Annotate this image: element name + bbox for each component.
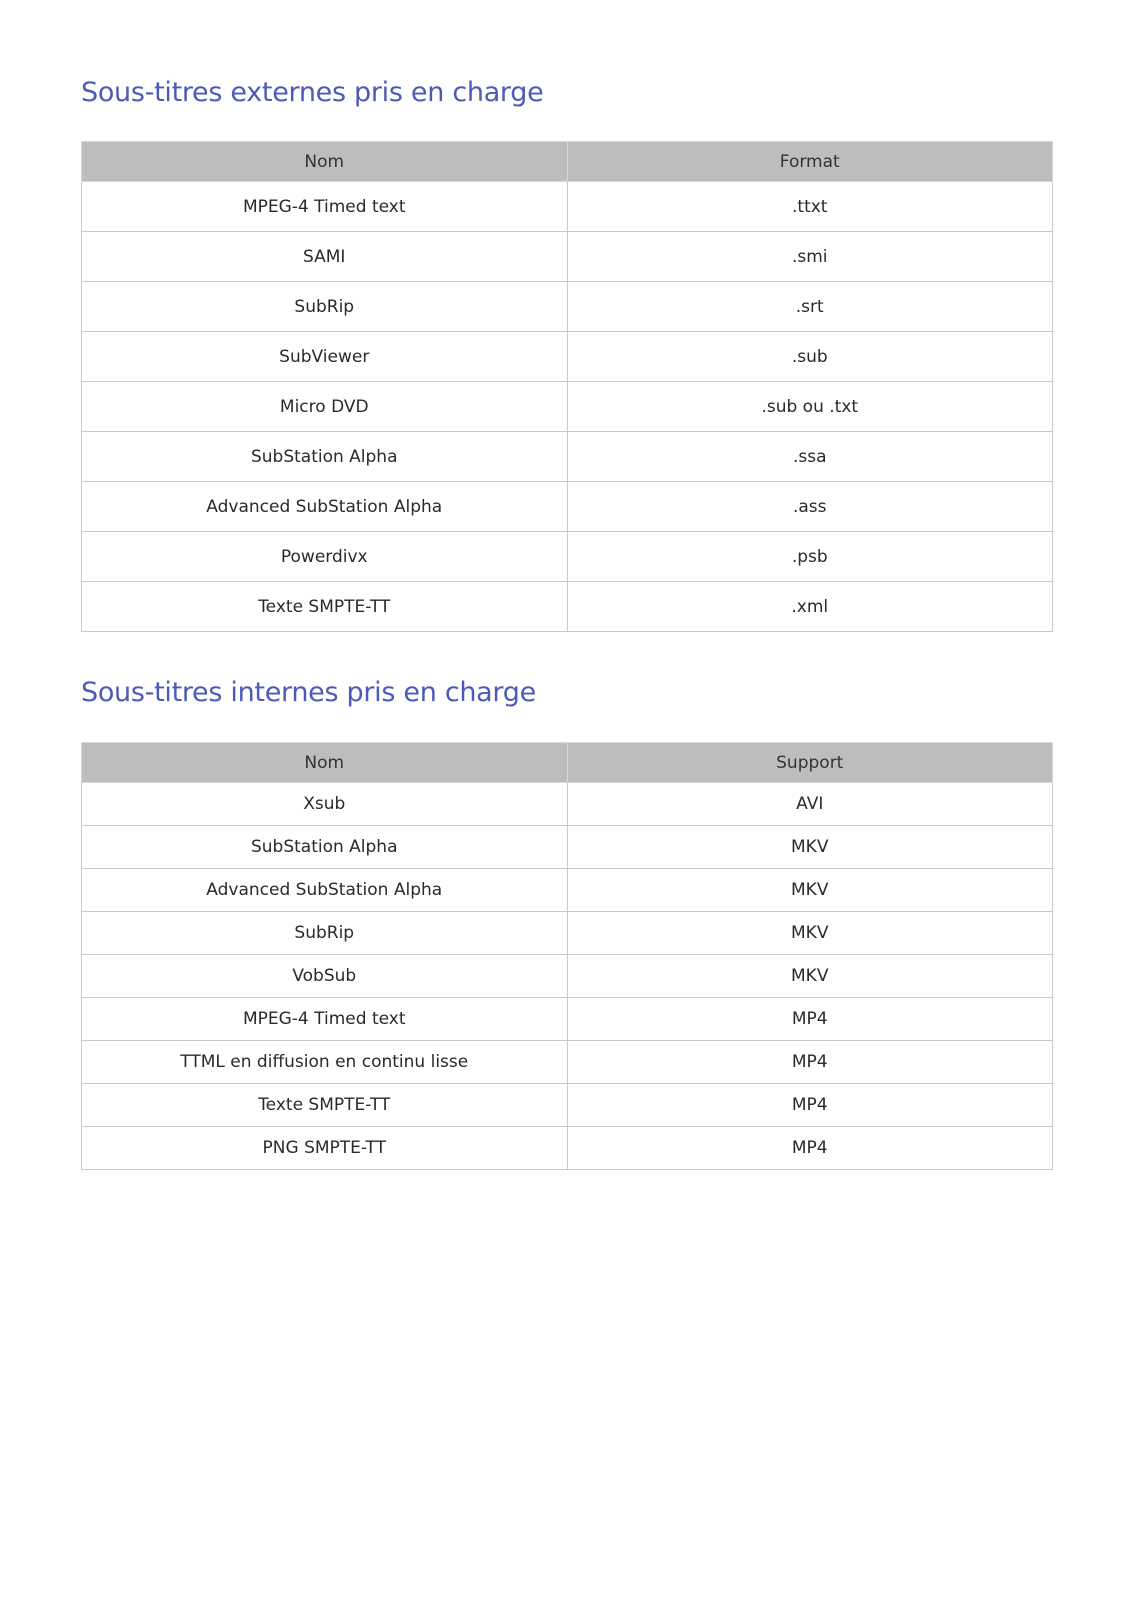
cell-name: SubViewer bbox=[82, 332, 568, 382]
table-row bbox=[82, 432, 1053, 482]
section-title-internal-subtitles: Sous-titres internes pris en charge bbox=[81, 677, 536, 708]
cell-value: MKV bbox=[567, 912, 1053, 955]
table-row bbox=[82, 382, 1053, 432]
cell-name: Powerdivx bbox=[82, 532, 568, 582]
cell-name: SAMI bbox=[82, 232, 568, 282]
cell-name: MPEG-4 Timed text bbox=[82, 182, 568, 232]
cell-value: AVI bbox=[567, 783, 1053, 826]
cell-name: TTML en diffusion en continu lisse bbox=[82, 1041, 568, 1084]
table-row bbox=[82, 1127, 1053, 1170]
table-row bbox=[82, 232, 1053, 282]
table-row bbox=[82, 998, 1053, 1041]
cell-name: Advanced SubStation Alpha bbox=[82, 869, 568, 912]
header-row bbox=[82, 743, 1053, 783]
cell-value: .smi bbox=[567, 232, 1053, 282]
cell-value: MP4 bbox=[567, 1084, 1053, 1127]
cell-value: .psb bbox=[567, 532, 1053, 582]
cell-name: Micro DVD bbox=[82, 382, 568, 432]
cell-value: .sub ou .txt bbox=[567, 382, 1053, 432]
section-title-external-subtitles: Sous-titres externes pris en charge bbox=[81, 77, 544, 108]
table-header bbox=[82, 142, 1053, 182]
cell-name: Texte SMPTE-TT bbox=[82, 582, 568, 632]
cell-value: MKV bbox=[567, 869, 1053, 912]
external-subtitles-table bbox=[81, 141, 1053, 632]
cell-value: .sub bbox=[567, 332, 1053, 382]
cell-name: Texte SMPTE-TT bbox=[82, 1084, 568, 1127]
table-header bbox=[82, 743, 1053, 783]
cell-name: SubRip bbox=[82, 282, 568, 332]
column-header-support: Support bbox=[567, 743, 1053, 783]
table-row bbox=[82, 282, 1053, 332]
table-row bbox=[82, 532, 1053, 582]
cell-name: SubStation Alpha bbox=[82, 432, 568, 482]
cell-name: VobSub bbox=[82, 955, 568, 998]
cell-value: .srt bbox=[567, 282, 1053, 332]
table-body bbox=[82, 182, 1053, 632]
cell-name: Xsub bbox=[82, 783, 568, 826]
cell-value: .xml bbox=[567, 582, 1053, 632]
cell-value: MP4 bbox=[567, 1041, 1053, 1084]
table-row bbox=[82, 332, 1053, 382]
header-row bbox=[82, 142, 1053, 182]
table-row bbox=[82, 912, 1053, 955]
cell-value: .ttxt bbox=[567, 182, 1053, 232]
column-header-name: Nom bbox=[82, 743, 568, 783]
cell-value: .ass bbox=[567, 482, 1053, 532]
cell-value: MP4 bbox=[567, 998, 1053, 1041]
table-row bbox=[82, 1041, 1053, 1084]
cell-value: MKV bbox=[567, 826, 1053, 869]
table-row bbox=[82, 1084, 1053, 1127]
cell-name: Advanced SubStation Alpha bbox=[82, 482, 568, 532]
table-row bbox=[82, 582, 1053, 632]
table-row bbox=[82, 869, 1053, 912]
table-row bbox=[82, 783, 1053, 826]
cell-value: MP4 bbox=[567, 1127, 1053, 1170]
table-row bbox=[82, 826, 1053, 869]
column-header-format: Format bbox=[567, 142, 1053, 182]
cell-name: SubRip bbox=[82, 912, 568, 955]
column-header-name: Nom bbox=[82, 142, 568, 182]
internal-subtitles-table bbox=[81, 742, 1053, 1170]
table-row bbox=[82, 482, 1053, 532]
cell-name: MPEG-4 Timed text bbox=[82, 998, 568, 1041]
table-row bbox=[82, 955, 1053, 998]
cell-value: .ssa bbox=[567, 432, 1053, 482]
table-row bbox=[82, 182, 1053, 232]
cell-name: SubStation Alpha bbox=[82, 826, 568, 869]
cell-name: PNG SMPTE-TT bbox=[82, 1127, 568, 1170]
table-body bbox=[82, 783, 1053, 1170]
cell-value: MKV bbox=[567, 955, 1053, 998]
